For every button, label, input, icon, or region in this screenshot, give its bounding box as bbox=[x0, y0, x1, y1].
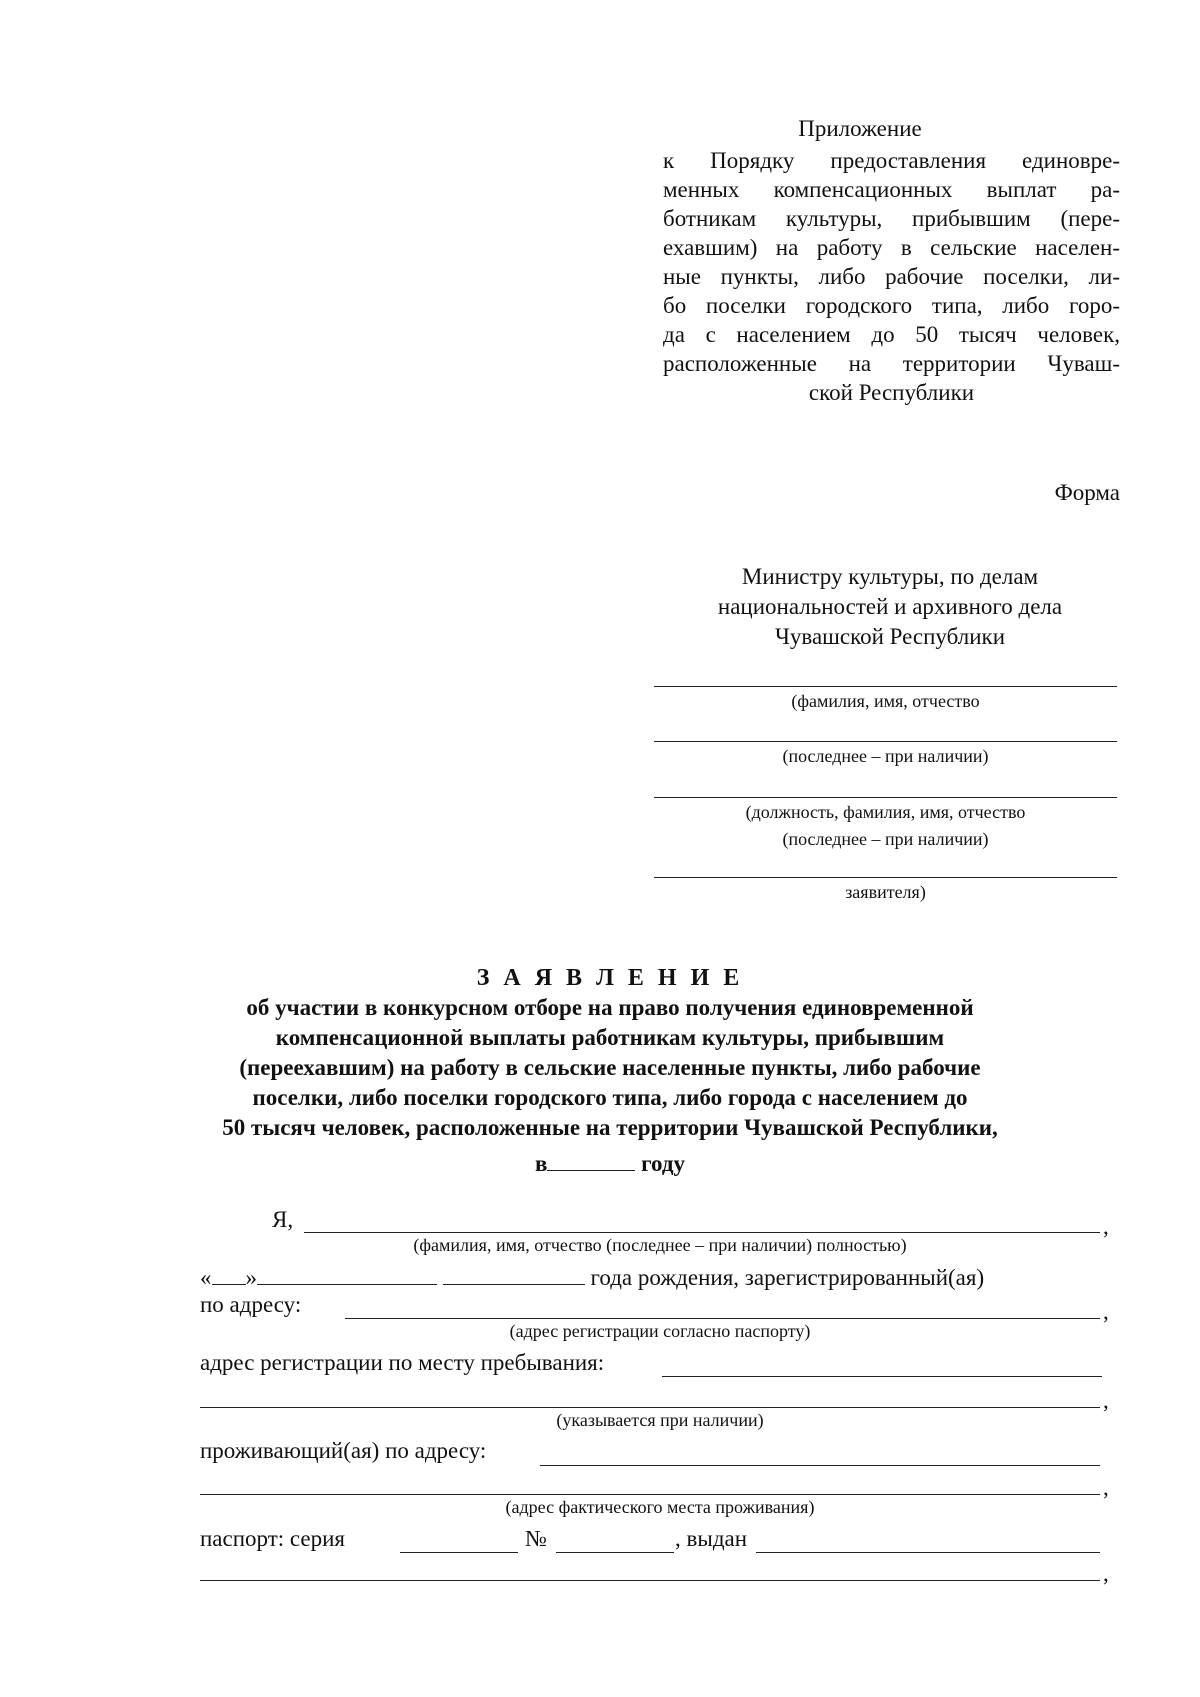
appendix-line: менных компенсационных выплат ра- bbox=[663, 177, 1120, 202]
year-suffix: году bbox=[641, 1151, 685, 1176]
ya-label: Я, bbox=[272, 1207, 294, 1232]
applicant-caption: заявителя) bbox=[845, 882, 926, 902]
subtitle-line: компенсационной выплаты работникам культуры, прибывшим bbox=[275, 1025, 945, 1050]
appendix-line: бо поселки городского типа, либо горо- bbox=[663, 293, 1120, 318]
appendix-title: Приложение bbox=[798, 116, 922, 141]
year-line bbox=[200, 1148, 1020, 1179]
number-sign: № bbox=[525, 1526, 547, 1551]
applicant-position-line[interactable] bbox=[654, 797, 1117, 798]
birth-day-field[interactable] bbox=[212, 1262, 246, 1285]
stay-address-field-2[interactable] bbox=[200, 1407, 1100, 1408]
comma: , bbox=[1103, 1388, 1109, 1413]
full-name-caption: (фамилия, имя, отчество (последнее – при наличии) полностью) bbox=[413, 1235, 907, 1255]
appendix-line: да с населением до 50 тысяч человек, bbox=[663, 322, 1120, 347]
addressee-line: Министру культуры, по делам bbox=[741, 564, 1039, 589]
comma: , bbox=[1103, 1475, 1109, 1500]
applicant-fio-caption-2: (последнее – при наличии) bbox=[782, 746, 989, 766]
addressee bbox=[655, 562, 1125, 652]
applicant-position-caption: (должность, фамилия, имя, отчество bbox=[745, 802, 1026, 822]
comma: , bbox=[1103, 1299, 1109, 1324]
quote-close: » bbox=[245, 1265, 257, 1290]
year-prefix: в bbox=[534, 1151, 548, 1176]
subtitle-line: поселки, либо поселки городского типа, либо города с населением до bbox=[252, 1085, 968, 1110]
stay-address-caption: (указывается при наличии) bbox=[556, 1410, 764, 1430]
full-name-field[interactable] bbox=[304, 1232, 1100, 1233]
comma: , bbox=[1103, 1214, 1109, 1239]
appendix-line: к Порядку предоставления единовре- bbox=[663, 148, 1120, 173]
address-label: по адресу: bbox=[200, 1292, 302, 1317]
passport-issued-field-2[interactable] bbox=[200, 1580, 1100, 1581]
applicant-fio-line[interactable] bbox=[654, 686, 1117, 687]
applicant-fio-caption: (фамилия, имя, отчество bbox=[791, 691, 980, 711]
registration-address-caption: (адрес регистрации согласно паспорту) bbox=[509, 1321, 811, 1341]
subtitle-line: 50 тысяч человек, расположенные на территории Чувашской Республики, bbox=[222, 1115, 998, 1140]
addressee-line: национальностей и архивного дела bbox=[717, 594, 1063, 619]
appendix-text bbox=[663, 146, 1120, 407]
subtitle-line: (переехавшим) на работу в сельские населенные пункты, либо рабочие bbox=[239, 1055, 981, 1080]
appendix-line: расположенные на территории Чуваш- bbox=[663, 351, 1120, 376]
birth-year-field[interactable] bbox=[443, 1262, 585, 1285]
document-subtitle bbox=[200, 993, 1020, 1143]
form-label: Форма bbox=[1054, 480, 1120, 505]
document-title: З А Я В Л Е Н И Е bbox=[476, 965, 744, 991]
subtitle-line: об участии в конкурсном отборе на право получения единовременной bbox=[246, 995, 974, 1020]
appendix-line: ные пункты, либо рабочие поселки, ли- bbox=[663, 264, 1120, 289]
registration-address-field[interactable] bbox=[345, 1318, 1100, 1319]
passport-issued-field[interactable] bbox=[756, 1552, 1100, 1553]
appendix-line: ехавшим) на работу в сельские населен- bbox=[663, 235, 1120, 260]
applicant-fio-line-2[interactable] bbox=[654, 741, 1117, 742]
passport-number-field[interactable] bbox=[556, 1552, 674, 1553]
birth-month-field[interactable] bbox=[257, 1262, 437, 1285]
birth-text: года рождения, зарегистрированный(ая) bbox=[590, 1265, 985, 1290]
living-address-field-2[interactable] bbox=[200, 1494, 1100, 1495]
living-address-field[interactable] bbox=[540, 1465, 1100, 1466]
applicant-position-line-2[interactable] bbox=[654, 877, 1117, 878]
issued-label: , выдан bbox=[675, 1526, 748, 1551]
appendix-line: ской Республики bbox=[808, 380, 975, 405]
appendix-line: ботникам культуры, прибывшим (пере- bbox=[663, 206, 1120, 231]
passport-label: паспорт: серия bbox=[200, 1526, 346, 1551]
birth-date-row bbox=[200, 1262, 984, 1292]
addressee-line: Чувашской Республики bbox=[774, 624, 1006, 649]
stay-address-field[interactable] bbox=[662, 1376, 1102, 1377]
year-field[interactable] bbox=[547, 1148, 635, 1171]
quote-open: « bbox=[200, 1265, 212, 1290]
living-address-caption: (адрес фактического места проживания) bbox=[505, 1497, 815, 1517]
applicant-position-caption-2: (последнее – при наличии) bbox=[782, 829, 989, 849]
comma: , bbox=[1103, 1561, 1109, 1586]
passport-series-field[interactable] bbox=[400, 1552, 518, 1553]
living-address-label: проживающий(ая) по адресу: bbox=[200, 1438, 487, 1463]
stay-address-label: адрес регистрации по месту пребывания: bbox=[200, 1350, 605, 1375]
